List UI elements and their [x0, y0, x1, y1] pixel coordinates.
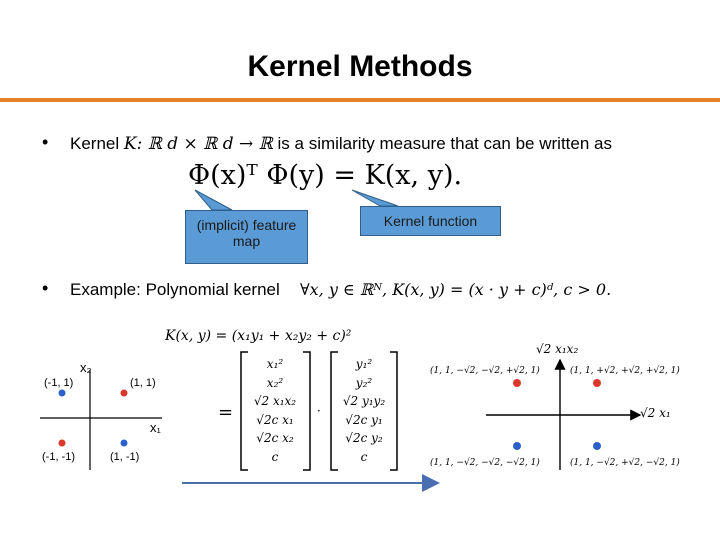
right-point-blue [593, 442, 601, 450]
point-label: (1, 1) [130, 377, 156, 389]
matrix-bracket [303, 352, 310, 470]
left-y-axis-label: x₂ [80, 360, 92, 375]
vector-entry: √2 x₁x₂ [253, 394, 297, 408]
left-point-blue [59, 390, 66, 397]
vector-entry: √2c y₂ [345, 431, 383, 445]
point-label: (-1, -1) [42, 451, 75, 463]
right-point-red [513, 379, 521, 387]
point-label: (1, 1, −√2, −√2, +√2, 1) [430, 366, 540, 376]
right-point-blue [513, 442, 521, 450]
feature-map-equation: Φ(x)ᵀ Φ(y) = K(x, y). [188, 160, 463, 191]
bullet1-math: K: ℝ d × ℝ d → ℝ [123, 134, 273, 154]
bullet1-suffix: is a similarity measure that can be written as [277, 134, 612, 153]
bullet2-math: ∀x, y ∈ ℝᴺ, K(x, y) = (x · y + c)ᵈ, c > 0. [300, 280, 612, 299]
page-title: Kernel Methods [247, 50, 473, 83]
right-point-red [593, 379, 601, 387]
callout-kernel-function: Kernel function [360, 206, 501, 236]
vector-entry: y₁² [355, 357, 373, 371]
left-point-red [121, 390, 128, 397]
point-label: (-1, 1) [44, 377, 74, 389]
vector-entry: c [271, 449, 279, 464]
feature-vector-y [336, 355, 392, 466]
left-point-blue [121, 440, 128, 447]
vector-entry: y₂² [355, 375, 373, 390]
vector-entry: √2c y₁ [345, 412, 383, 427]
vector-entry: √2c x₂ [256, 431, 294, 445]
vector-entry: x₁² [266, 357, 284, 371]
right-y-axis-label: √2 x₁x₂ [536, 342, 579, 356]
feature-vector-x [246, 355, 304, 466]
vector-entry: √2c x₁ [256, 412, 294, 427]
callout-feature-pointer [195, 190, 232, 210]
dot-product-sign: · [317, 404, 321, 418]
polynomial-kernel-equation: K(x, y) = (x₁y₁ + x₂y₂ + c)² [165, 328, 352, 344]
bullet2-prefix: Example: Polynomial kernel [70, 280, 280, 299]
vector-entry: √2 y₁y₂ [342, 394, 386, 408]
right-x-axis-label: √2 x₁ [640, 406, 671, 420]
bullet1-prefix: Kernel [70, 134, 120, 153]
bullet-dot: • [42, 132, 49, 152]
equals-sign: = [218, 402, 234, 423]
left-point-red [59, 440, 66, 447]
bullet-dot: • [42, 278, 49, 298]
vector-entry: c [360, 449, 368, 464]
point-label: (1, 1, +√2, +√2, +√2, 1) [570, 366, 680, 376]
callout-kernel-pointer [352, 190, 398, 206]
vector-entry: x₂² [266, 375, 284, 390]
callout-feature-map: (implicit) feature map [185, 210, 308, 264]
point-label: (1, 1, −√2, −√2, −√2, 1) [430, 458, 540, 468]
point-label: (1, -1) [110, 451, 140, 463]
point-label: (1, 1, −√2, +√2, −√2, 1) [570, 458, 680, 468]
left-x-axis-label: x₁ [150, 420, 161, 435]
